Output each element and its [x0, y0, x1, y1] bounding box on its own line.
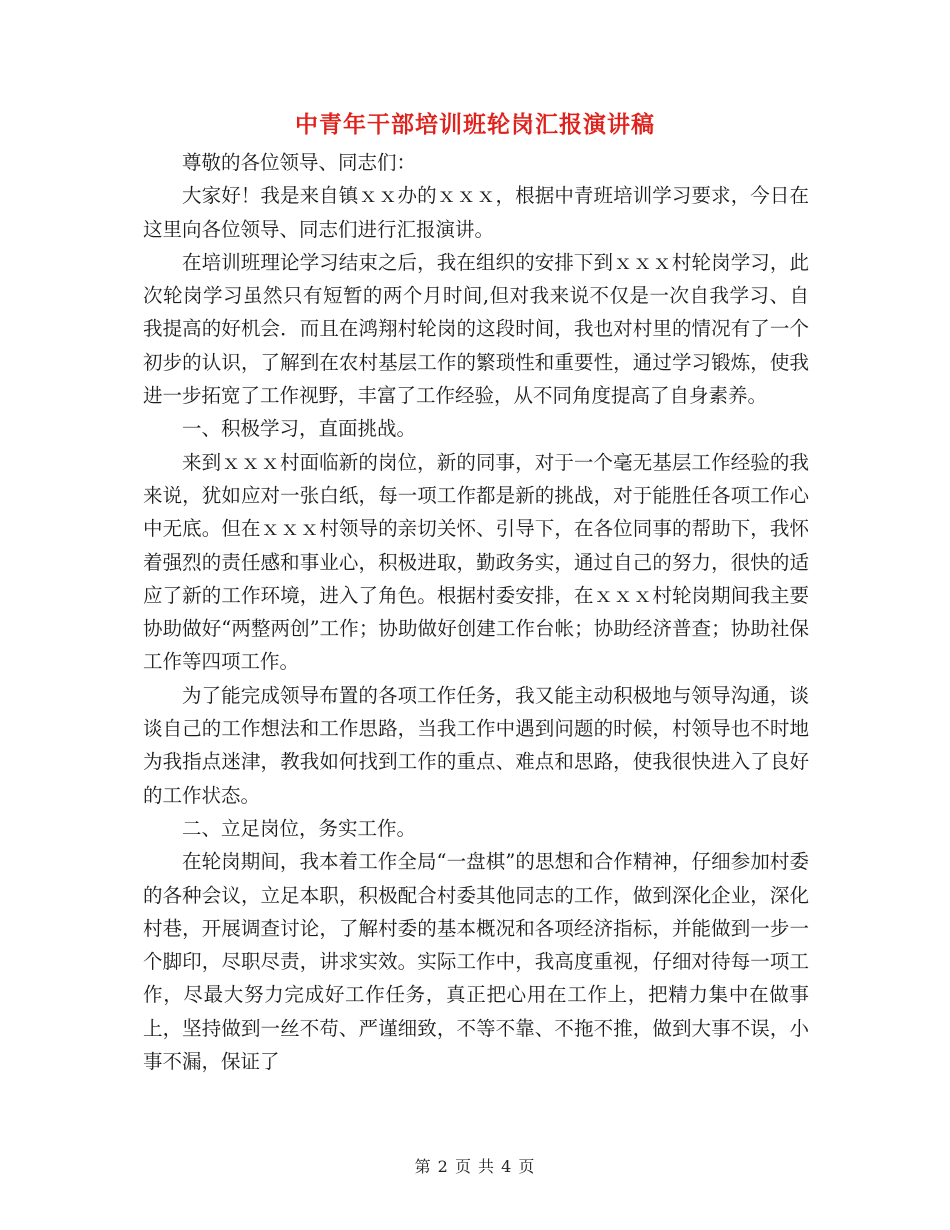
- section-1-paragraph-1: 来到ｘｘｘ村面临新的岗位，新的同事，对于一个毫无基层工作经验的我来说，犹如应对一张白纸，每一项工作都是新的挑战，对于能胜任各项工作心中无底。但在ｘｘｘ村领导的亲切关怀、引导下，在各位同事的帮助下，我怀着强烈的责任感和事业心，积极进取，勤政务实，通过自己的努力，很快的适应了新的工作环境，进入了角色。根据村委安排，在ｘｘｘ村轮岗期间我主要协助做好“两整两创”工作；协助做好创建工作台帐；协助经济普查；协助社保工作等四项工作。: [143, 450, 809, 674]
- intro-paragraph: 在培训班理论学习结束之后，我在组织的安排下到ｘｘｘ村轮岗学习，此次轮岗学习虽然只有短暂的两个月时间,但对我来说不仅是一次自我学习、自我提高的好机会．而且在鸿翔村轮岗的这段时间，我也对村里的情况有了一个初步的认识，了解到在农村基层工作的繁琐性和重要性，通过学习锻炼，使我进一步拓宽了工作视野，丰富了工作经验，从不同角度提高了自身素养。: [143, 250, 809, 408]
- document-body: [143, 146, 809, 1078]
- section-heading-2: 二、立足岗位，务实工作。: [182, 816, 417, 840]
- section-2-paragraph-1: 在轮岗期间，我本着工作全局“一盘棋”的思想和合作精神，仔细参加村委的各种会议，立足本职，积极配合村委其他同志的工作，做到深化企业，深化村巷，开展调查讨论，了解村委的基本概况和各项经济指标，并能做到一步一个脚印，尽职尽责，讲求实效。实际工作中，我高度重视，仔细对待每一项工作，尽最大努力完成好工作任务，真正把心用在工作上，把精力集中在做事上，坚持做到一丝不苟、严谨细致，不等不靠、不拖不推，做到大事不误，小事不漏，保证了: [143, 850, 809, 1074]
- document-title: 中青年干部培训班轮岗汇报演讲稿: [295, 111, 655, 138]
- section-heading-1: 一、积极学习，直面挑战。: [182, 417, 417, 441]
- greeting-paragraph: 大家好！我是来自镇ｘｘ办的ｘｘｘ，根据中青班培训学习要求，今日在这里向各位领导、同志们进行汇报演讲。: [143, 184, 809, 241]
- section-1-paragraph-2: 为了能完成领导布置的各项工作任务，我又能主动积极地与领导沟通，谈谈自己的工作想法和工作思路，当我工作中遇到问题的时候，村领导也不时地为我指点迷津，教我如何找到工作的重点、难点和思路，使我很快进入了良好的工作状态。: [143, 683, 809, 807]
- page-number-footer: 第 2 页 共 4 页: [414, 1157, 536, 1176]
- salutation: 尊敬的各位领导、同志们：: [182, 151, 417, 174]
